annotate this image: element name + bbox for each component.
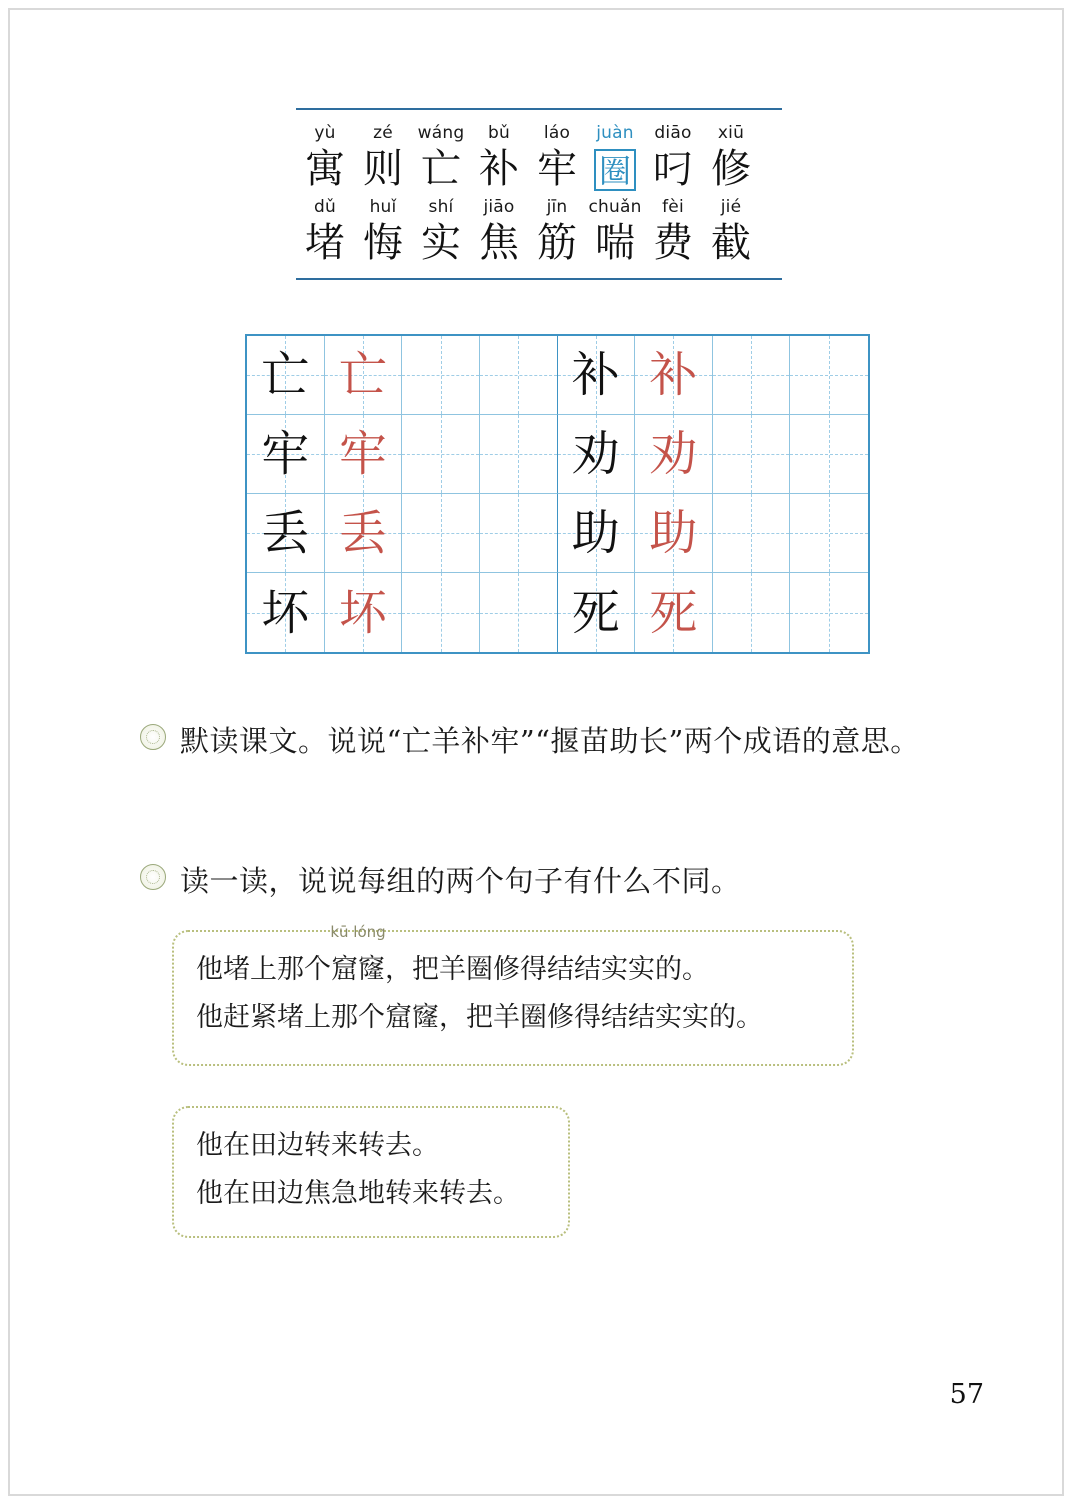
character-glyph: 喘 bbox=[595, 220, 635, 266]
grid-cell-blank bbox=[790, 494, 868, 573]
pinyin-label: bǔ bbox=[488, 123, 510, 143]
grid-cell-blank bbox=[402, 415, 480, 494]
character-trace: 助 bbox=[649, 505, 698, 561]
sentence-line bbox=[196, 994, 830, 1042]
character-glyph: 截 bbox=[711, 220, 751, 266]
grid-cell-blank bbox=[713, 573, 791, 652]
character-glyph-boxed: 圈 bbox=[594, 149, 636, 191]
new-character-item bbox=[586, 196, 644, 268]
grid-cell-blank bbox=[480, 573, 558, 652]
new-characters-box bbox=[296, 108, 782, 280]
character-trace: 坏 bbox=[338, 584, 387, 641]
new-character-item bbox=[354, 196, 412, 268]
character-trace: 死 bbox=[649, 584, 698, 641]
pinyin-label: dǔ bbox=[314, 197, 336, 217]
character-glyph: 亡 bbox=[421, 146, 461, 192]
page-number: 57 bbox=[949, 1379, 984, 1410]
pinyin-label: yù bbox=[314, 123, 336, 143]
character-model: 亡 bbox=[261, 347, 310, 403]
grid-cell-trace bbox=[635, 336, 713, 415]
grid-cell-blank bbox=[790, 415, 868, 494]
character-trace: 亡 bbox=[338, 347, 387, 403]
grid-cell-model bbox=[558, 573, 636, 652]
grid-cell-trace bbox=[635, 573, 713, 652]
pinyin-label: diāo bbox=[654, 123, 692, 143]
grid-cell-model bbox=[558, 336, 636, 415]
grid-cell-blank bbox=[402, 494, 480, 573]
grid-cell-model bbox=[558, 415, 636, 494]
character-glyph: 堵 bbox=[305, 220, 345, 266]
new-character-item bbox=[296, 196, 354, 268]
character-glyph: 悔 bbox=[363, 220, 403, 266]
character-glyph: 寓 bbox=[305, 146, 345, 192]
character-glyph: 叼 bbox=[653, 146, 693, 192]
grid-cell-blank bbox=[790, 336, 868, 415]
character-model: 劝 bbox=[571, 426, 620, 482]
pinyin-label: huǐ bbox=[369, 197, 397, 217]
character-glyph: 牢 bbox=[537, 146, 577, 192]
pinyin-label: shí bbox=[428, 197, 454, 217]
pinyin-label: jīn bbox=[546, 197, 568, 217]
pinyin-label: xiū bbox=[717, 123, 745, 143]
character-glyph: 则 bbox=[363, 146, 403, 192]
grid-cell-model bbox=[247, 494, 325, 573]
sentence-suffix: ，把羊圈修得结结实实的。 bbox=[385, 954, 709, 985]
ruby-annotated-word bbox=[330, 923, 386, 994]
exercise-text: 默读课文。说说“亡羊补牢”“揠苗助长”两个成语的意思。 bbox=[180, 724, 920, 758]
grid-cell-blank bbox=[480, 415, 558, 494]
character-model: 坏 bbox=[261, 584, 310, 641]
grid-cell-trace bbox=[325, 573, 403, 652]
sentence-line bbox=[196, 1170, 546, 1218]
grid-cell-model bbox=[247, 336, 325, 415]
new-character-item bbox=[354, 122, 412, 194]
flower-bullet-icon bbox=[140, 864, 166, 890]
pinyin-label: zé bbox=[373, 123, 393, 143]
grid-cell-model bbox=[558, 494, 636, 573]
character-model: 丢 bbox=[261, 505, 310, 561]
character-trace: 牢 bbox=[338, 426, 387, 482]
grid-cell-blank bbox=[713, 415, 791, 494]
grid-cell-trace bbox=[635, 494, 713, 573]
grid-cell-blank bbox=[480, 336, 558, 415]
ruby-pinyin: kū lóng bbox=[330, 923, 386, 941]
new-character-item bbox=[412, 196, 470, 268]
character-glyph: 实 bbox=[421, 220, 461, 266]
new-character-item bbox=[528, 122, 586, 194]
grid-cell-blank bbox=[713, 336, 791, 415]
pinyin-label: jiāo bbox=[483, 197, 515, 217]
exercise-item-2 bbox=[140, 854, 980, 908]
character-trace: 补 bbox=[649, 347, 698, 403]
grid-cell-blank bbox=[402, 573, 480, 652]
character-trace: 丢 bbox=[338, 505, 387, 561]
character-glyph: 焦 bbox=[479, 220, 519, 266]
new-character-item bbox=[644, 122, 702, 194]
sentence-comparison-box-1 bbox=[172, 923, 854, 1066]
character-model: 助 bbox=[571, 505, 620, 561]
pinyin-label: fèi bbox=[662, 197, 684, 217]
new-character-item bbox=[470, 196, 528, 268]
sentence-line bbox=[196, 923, 830, 994]
new-character-item-highlighted bbox=[586, 122, 644, 194]
sentence-line bbox=[196, 1122, 546, 1170]
sentence-prefix: 他在田边转来转去。 bbox=[196, 1130, 439, 1161]
sentence-prefix: 他在田边焦急地转来转去。 bbox=[196, 1178, 520, 1209]
grid-cell-model bbox=[247, 415, 325, 494]
character-trace: 劝 bbox=[649, 426, 698, 482]
grid-cell-model bbox=[247, 573, 325, 652]
ruby-base: 窟窿 bbox=[331, 954, 385, 985]
character-model: 牢 bbox=[261, 426, 310, 482]
character-glyph: 修 bbox=[711, 146, 751, 192]
character-model: 补 bbox=[571, 347, 620, 403]
writing-practice-grid bbox=[245, 334, 870, 654]
sentence-prefix: 他堵上那个 bbox=[196, 954, 331, 985]
grid-cell-blank bbox=[480, 494, 558, 573]
new-characters-row-1 bbox=[296, 122, 782, 194]
pinyin-label: juàn bbox=[596, 123, 634, 143]
character-model: 死 bbox=[571, 584, 620, 641]
pinyin-label: chuǎn bbox=[588, 197, 642, 217]
new-character-item bbox=[470, 122, 528, 194]
character-glyph: 费 bbox=[653, 220, 693, 266]
sentence-prefix: 他赶紧堵上那个窟窿，把羊圈修得结结实实的。 bbox=[196, 1002, 763, 1033]
character-glyph: 补 bbox=[479, 146, 519, 192]
grid-cell-blank bbox=[713, 494, 791, 573]
new-character-item bbox=[528, 196, 586, 268]
flower-bullet-icon bbox=[140, 724, 166, 750]
character-glyph: 筋 bbox=[537, 220, 577, 266]
new-character-item bbox=[702, 196, 760, 268]
grid-cell-blank bbox=[402, 336, 480, 415]
new-character-item bbox=[644, 196, 702, 268]
pinyin-label: láo bbox=[543, 123, 571, 143]
grid-cell-trace bbox=[325, 494, 403, 573]
grid-cell-trace bbox=[325, 336, 403, 415]
pinyin-label: wáng bbox=[417, 123, 465, 143]
new-character-item bbox=[296, 122, 354, 194]
exercise-text: 读一读，说说每组的两个句子有什么不同。 bbox=[180, 864, 741, 898]
grid-cell-trace bbox=[635, 415, 713, 494]
new-character-item bbox=[702, 122, 760, 194]
grid-cell-blank bbox=[790, 573, 868, 652]
sentence-comparison-box-2 bbox=[172, 1106, 570, 1238]
pinyin-label: jié bbox=[720, 197, 742, 217]
new-characters-row-2 bbox=[296, 196, 782, 268]
new-character-item bbox=[412, 122, 470, 194]
exercise-item-1 bbox=[140, 714, 980, 768]
grid-cell-trace bbox=[325, 415, 403, 494]
